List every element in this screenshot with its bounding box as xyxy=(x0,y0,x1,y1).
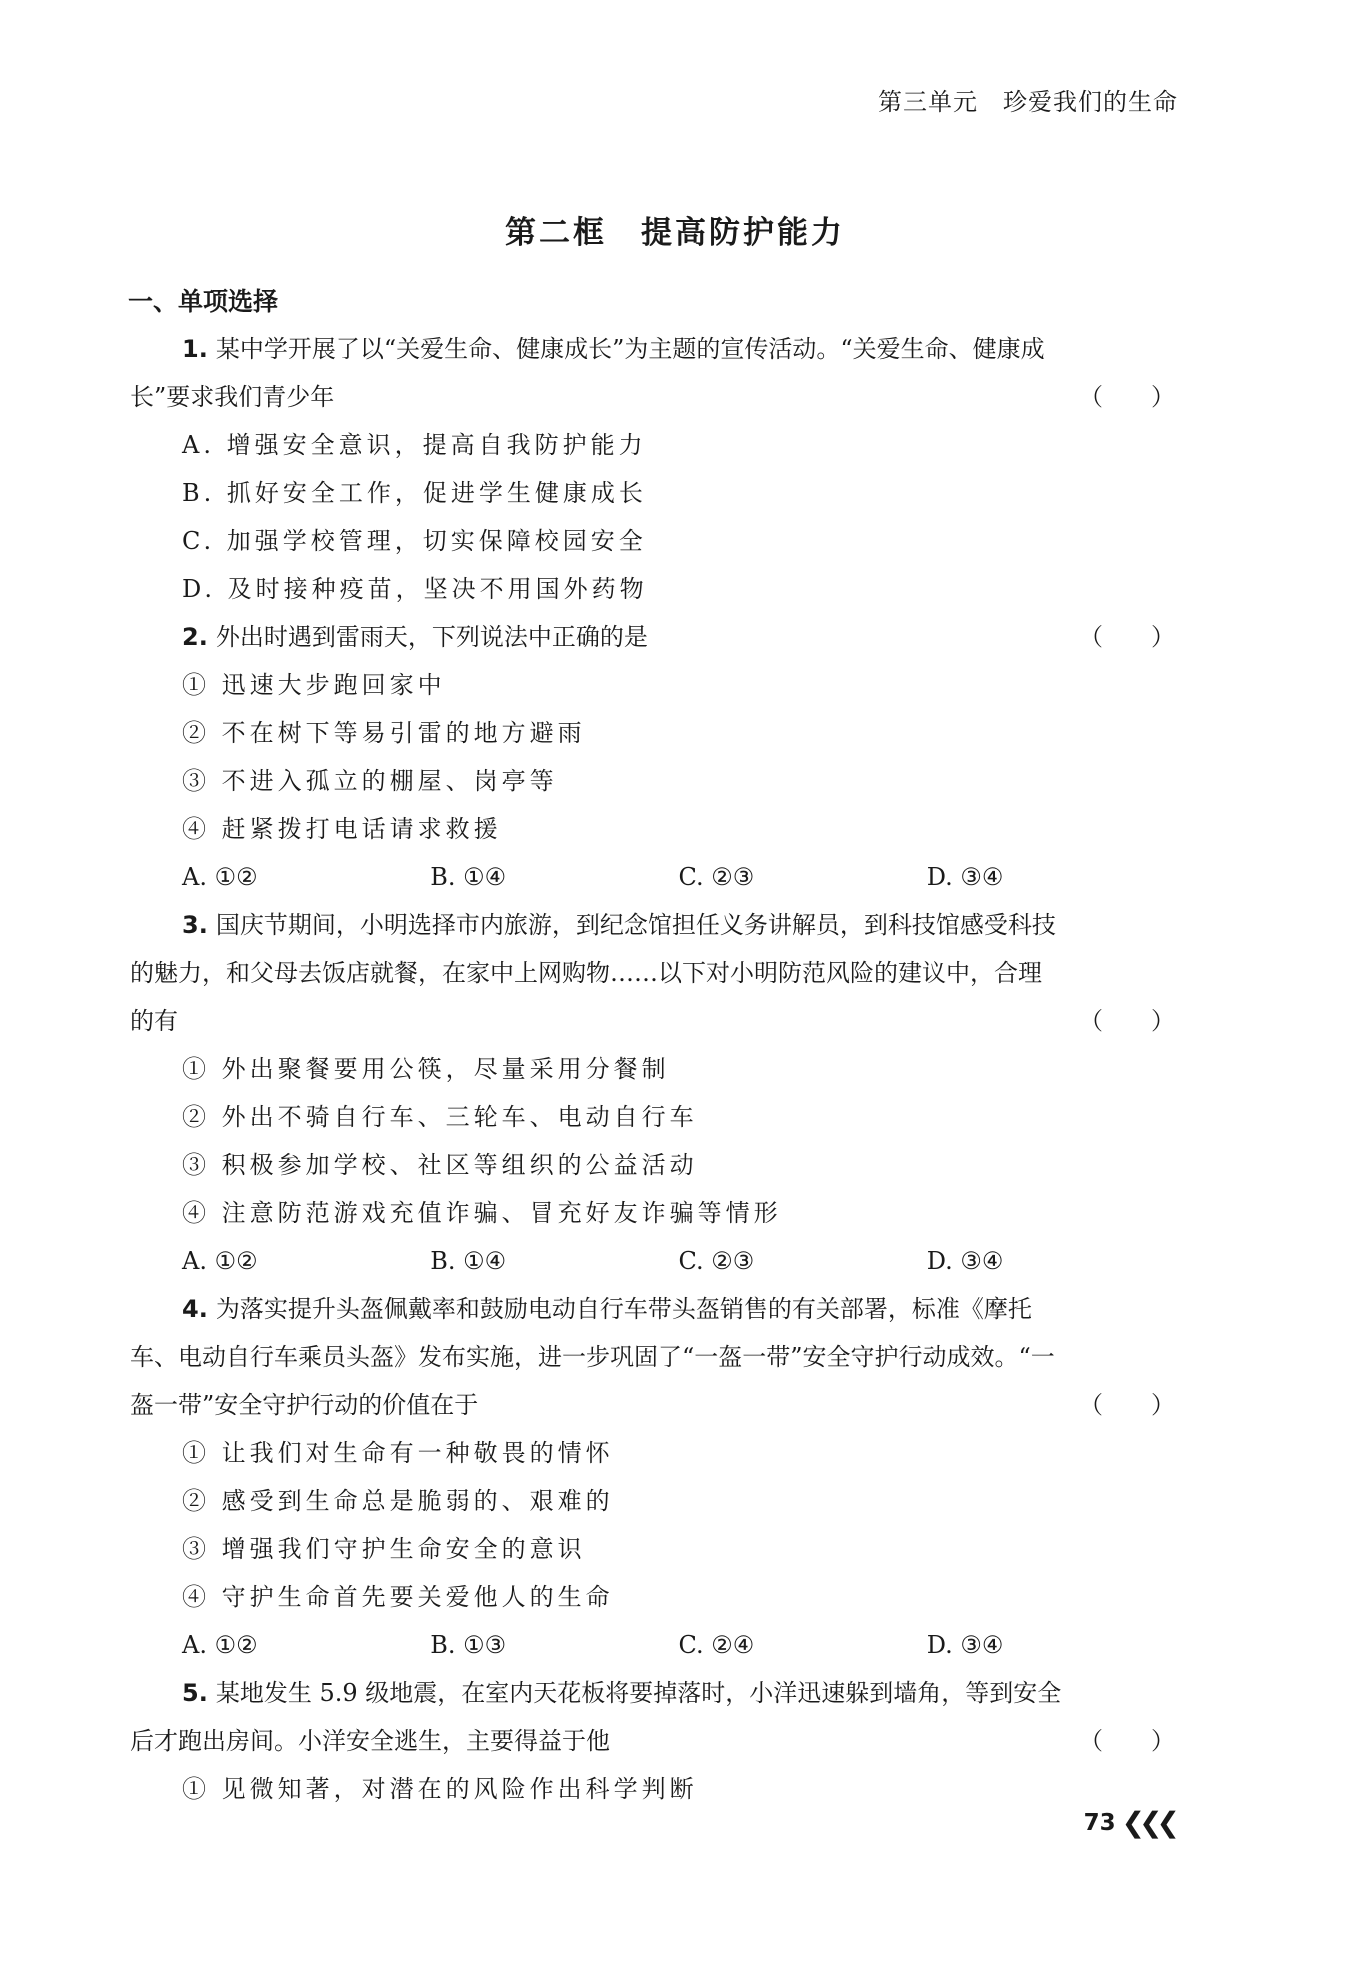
option-c: C. 加强学校管理，切实保障校园安全 xyxy=(182,527,647,555)
item-1: ① 见微知著，对潜在的风险作出科学判断 xyxy=(182,1775,698,1803)
item-1: ① 迅速大步跑回家中 xyxy=(182,671,446,699)
item-3: ③ 积极参加学校、社区等组织的公益活动 xyxy=(182,1151,698,1179)
choice-c: C. ②③ xyxy=(678,1247,755,1275)
choice-d: D. ③④ xyxy=(926,1631,1004,1659)
question-4 xyxy=(130,1285,1175,1669)
choice-c: C. ②③ xyxy=(678,863,755,891)
question-stem-line: 车、电动自行车乘员头盔》发布实施，进一步巩固了“一盔一带”安全守护行动成效。“一 xyxy=(130,1343,1055,1371)
section-heading: 一、单项选择 xyxy=(128,287,279,316)
answer-blank[interactable]: （ ） xyxy=(1079,623,1175,651)
item-2: ② 感受到生命总是脆弱的、艰难的 xyxy=(182,1487,614,1515)
option-a: A. 增强安全意识，提高自我防护能力 xyxy=(182,431,647,459)
question-stem-line: 长”要求我们青少年 （ ） xyxy=(130,373,1175,421)
option-b: B. 抓好安全工作，促进学生健康成长 xyxy=(182,479,647,507)
question-stem-line: 的有 （ ） xyxy=(130,997,1175,1045)
choice-a: A. ①② xyxy=(182,1247,258,1275)
question-stem-line: 后才跑出房间。小洋安全逃生，主要得益于他 （ ） xyxy=(130,1717,1175,1765)
item-1: ① 外出聚餐要用公筷，尽量采用分餐制 xyxy=(182,1055,670,1083)
choices-row xyxy=(130,853,1175,901)
answer-blank[interactable]: （ ） xyxy=(1079,1007,1175,1035)
answer-blank[interactable]: （ ） xyxy=(1079,1727,1175,1755)
choice-a: A. ①② xyxy=(182,863,258,891)
question-stem: 1. 某中学开展了以“关爱生命、健康成长”为主题的宣传活动。“关爱生命、健康成 xyxy=(182,335,1045,363)
item-3: ③ 增强我们守护生命安全的意识 xyxy=(182,1535,586,1563)
running-header: 第三单元 珍爱我们的生命 xyxy=(878,88,1178,116)
item-2: ② 不在树下等易引雷的地方避雨 xyxy=(182,719,586,747)
question-stem: 2. 外出时遇到雷雨天，下列说法中正确的是 （ ） xyxy=(130,613,1175,661)
answer-blank[interactable]: （ ） xyxy=(1079,383,1175,411)
choice-b: B. ①④ xyxy=(430,1247,507,1275)
choice-a: A. ①② xyxy=(182,1631,258,1659)
page-title: 第二框 提高防护能力 xyxy=(505,215,845,251)
question-stem: 3. 国庆节期间，小明选择市内旅游，到纪念馆担任义务讲解员，到科技馆感受科技 xyxy=(182,911,1056,939)
item-2: ② 外出不骑自行车、三轮车、电动自行车 xyxy=(182,1103,698,1131)
choice-d: D. ③④ xyxy=(926,1247,1004,1275)
page-number: 73 ❮❮❮ xyxy=(1083,1806,1174,1839)
question-stem-line: 盔一带”安全守护行动的价值在于 （ ） xyxy=(130,1381,1175,1429)
answer-blank[interactable]: （ ） xyxy=(1079,1391,1175,1419)
question-2 xyxy=(130,613,1175,901)
item-4: ④ 赶紧拨打电话请求救援 xyxy=(182,815,502,843)
choice-b: B. ①③ xyxy=(430,1631,507,1659)
option-d: D. 及时接种疫苗，坚决不用国外药物 xyxy=(182,575,648,603)
item-4: ④ 守护生命首先要关爱他人的生命 xyxy=(182,1583,614,1611)
question-3 xyxy=(130,901,1175,1285)
choices-row xyxy=(130,1621,1175,1669)
question-stem: 4. 为落实提升头盔佩戴率和鼓励电动自行车带头盔销售的有关部署，标准《摩托 xyxy=(182,1295,1032,1323)
item-1: ① 让我们对生命有一种敬畏的情怀 xyxy=(182,1439,614,1467)
question-5 xyxy=(130,1669,1175,1813)
choice-b: B. ①④ xyxy=(430,863,507,891)
chevron-left-icon: ❮❮❮ xyxy=(1121,1806,1174,1839)
choices-row xyxy=(130,1237,1175,1285)
question-stem: 5. 某地发生 5.9 级地震，在室内天花板将要掉落时，小洋迅速躲到墙角，等到安全 xyxy=(182,1679,1062,1707)
choice-c: C. ②④ xyxy=(678,1631,755,1659)
questions xyxy=(130,325,1175,1813)
item-3: ③ 不进入孤立的棚屋、岗亭等 xyxy=(182,767,558,795)
choice-d: D. ③④ xyxy=(926,863,1004,891)
item-4: ④ 注意防范游戏充值诈骗、冒充好友诈骗等情形 xyxy=(182,1199,782,1227)
question-1 xyxy=(130,325,1175,613)
question-stem-line: 的魅力，和父母去饭店就餐，在家中上网购物……以下对小明防范风险的建议中，合理 xyxy=(130,959,1042,987)
